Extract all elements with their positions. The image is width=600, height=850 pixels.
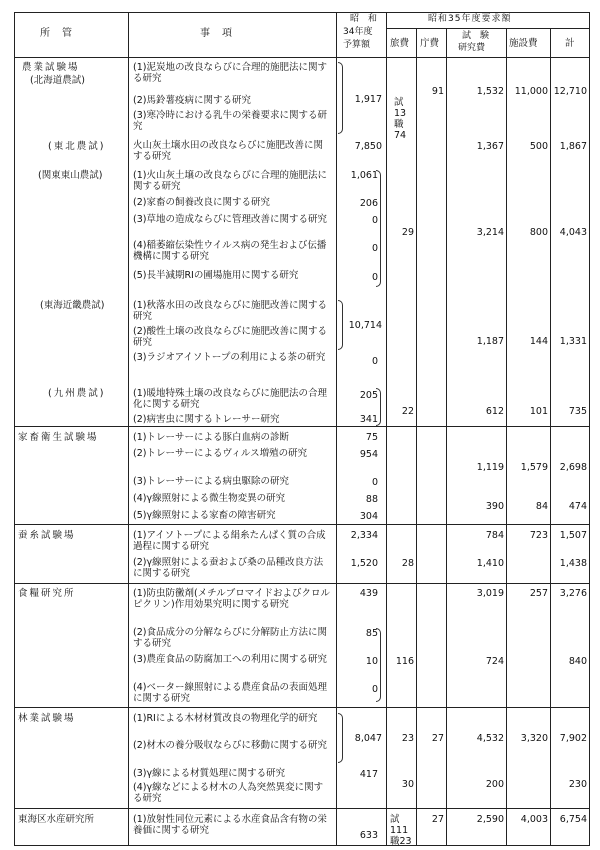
total-value: 230 [568, 779, 587, 790]
budget-value: 75 [365, 432, 378, 443]
budget-value: 7,850 [354, 141, 382, 152]
item-text: 火山灰土壌水田の改良ならびに施肥改善に関する研究 [133, 140, 324, 162]
travel-value: 試13 職74 [394, 97, 407, 141]
header-req35: 昭和35年度要求額 [428, 14, 512, 24]
travel-value: 23 [401, 733, 414, 744]
item-text: (2)食品成分の分解ならびに分解防止方法に関する研究 [133, 627, 327, 649]
header-research-1: 試 験 [462, 31, 490, 41]
item-text: (4)ベーター線照射による農産食品の表面処理に関する研究 [133, 682, 327, 704]
row-divider [14, 583, 590, 584]
facility-value: 101 [529, 406, 548, 417]
budget-value: 0 [371, 215, 378, 226]
budget-value: 341 [359, 414, 378, 425]
budget-value: 2,334 [350, 530, 378, 541]
item-text: (1)泥炭地の改良ならびに合理的施肥法に関する研究 [133, 62, 327, 84]
item-text: (1)RIによる木材材質改良の物理化学的研究 [133, 713, 318, 724]
item-text: (5)長半減期RIの圃場施用に関する研究 [133, 270, 299, 281]
header-budget34-3: 予算額 [343, 40, 371, 50]
facility-value: 1,579 [520, 462, 548, 473]
column-divider [336, 12, 337, 846]
budget-value: 1,917 [354, 94, 382, 105]
budget-value: 0 [371, 477, 378, 488]
institution-name: 家畜衛生試験場 [18, 432, 99, 443]
item-text: (1)防虫防黴剤(メチルブロマイドおよびクロルピクリン)作用効果究明に関する研究 [133, 588, 330, 610]
institution-name: (東北農試) [48, 141, 106, 152]
header-research-2: 研究費 [458, 43, 486, 53]
item-text: (4)稲萎縮伝染性ウイルス病の発生および伝播機構に関する研究 [133, 240, 327, 262]
research-value: 3,019 [476, 588, 504, 599]
item-text: (2)酸性土壌の改良ならびに施肥改善に関する研究 [133, 326, 327, 348]
total-value: 840 [568, 656, 587, 667]
budget-value: 417 [359, 769, 378, 780]
institution-name: (関東東山農試) [38, 170, 103, 181]
total-value: 1,507 [559, 530, 587, 541]
institution-name: (東海近畿農試) [40, 300, 105, 311]
total-value: 7,902 [559, 733, 587, 744]
research-value: 724 [485, 656, 504, 667]
institution-name: 食糧研究所 [18, 588, 76, 599]
table-border [589, 12, 590, 846]
item-text: (5)γ線照射による家畜の障害研究 [133, 510, 276, 521]
travel-value: 試111 職23 [390, 814, 412, 847]
institution-name: 農業試験場 [22, 62, 80, 73]
budget-value: 304 [359, 511, 378, 522]
budget-value: 439 [359, 588, 378, 599]
travel-value: 30 [401, 779, 414, 790]
item-text: (2)家畜の飼養改良に関する研究 [133, 197, 270, 208]
item-text: (1)放射性同位元素による水産食品含有物の栄養価に関する研究 [133, 814, 327, 836]
table-border [14, 12, 590, 13]
budget-value: 0 [371, 356, 378, 367]
total-value: 1,331 [559, 336, 587, 347]
item-text: (3)ラジオアイソトープの利用による茶の研究 [133, 352, 326, 363]
budget-value: 0 [371, 684, 378, 695]
budget-value: 954 [359, 449, 378, 460]
budget-value: 88 [365, 494, 378, 505]
research-value: 1,367 [476, 141, 504, 152]
research-value: 200 [485, 779, 504, 790]
total-value: 1,438 [559, 558, 587, 569]
item-text: (2)材木の養分吸収ならびに移動に関する研究 [133, 740, 327, 751]
item-text: (2)病害虫に関するトレーサー研究 [133, 414, 280, 425]
header-travel: 旅費 [390, 38, 410, 49]
header-office-exp: 庁費 [420, 38, 440, 49]
facility-value: 257 [529, 588, 548, 599]
header-total: 計 [565, 38, 575, 49]
item-text: (3)草地の造成ならびに管理改善に関する研究 [133, 214, 327, 225]
budget-value: 1,061 [350, 170, 378, 181]
item-text: (4)γ線照射による微生物変異の研究 [133, 493, 286, 504]
total-value: 6,754 [559, 814, 587, 825]
header-item: 事 項 [200, 28, 233, 39]
facility-value: 11,000 [514, 86, 548, 97]
facility-value: 3,320 [520, 733, 548, 744]
budget-value: 10,714 [348, 320, 382, 331]
research-value: 390 [485, 501, 504, 512]
budget-value: 10 [365, 656, 378, 667]
item-text: (3)トレーサーによる病虫駆除の研究 [133, 476, 289, 487]
travel-value: 28 [401, 558, 414, 569]
budget-value: 206 [359, 198, 378, 209]
facility-value: 144 [529, 336, 548, 347]
item-text: (1)火山灰土壌の改良ならびに合理的施肥法に関する研究 [133, 170, 327, 192]
item-text: (1)トレーサーによる豚白血病の診断 [133, 432, 289, 443]
column-divider [416, 28, 417, 846]
header-divider [14, 57, 590, 58]
facility-value: 800 [529, 227, 548, 238]
total-value: 3,276 [559, 588, 587, 599]
item-text: (2)γ線照射による蚕および桑の品種改良方法に関する研究 [133, 557, 324, 579]
research-value: 1,532 [476, 86, 504, 97]
total-value: 735 [568, 406, 587, 417]
budget-value: 8,047 [354, 733, 382, 744]
table-border [14, 12, 15, 846]
header-budget34-1: 昭 和 [350, 14, 378, 24]
item-text: (4)γ線などによる材木の人為突然異変に関する研究 [133, 782, 324, 804]
travel-value: 22 [401, 406, 414, 417]
institution-name: (九州農試) [48, 388, 106, 399]
total-value: 1,867 [559, 141, 587, 152]
research-value: 612 [485, 406, 504, 417]
facility-value: 84 [535, 501, 548, 512]
item-text: (3)γ線による材質処理に関する研究 [133, 768, 286, 779]
facility-value: 500 [529, 141, 548, 152]
row-divider [14, 808, 590, 809]
institution-sub: (北海道農試) [30, 75, 85, 86]
table-border [14, 845, 590, 846]
office-value: 27 [431, 733, 444, 744]
institution-name: 東海区水産研究所 [18, 814, 95, 825]
header-budget34-2: 34年度 [343, 27, 373, 37]
research-value: 1,187 [476, 336, 504, 347]
research-value: 784 [485, 530, 504, 541]
research-value: 2,590 [476, 814, 504, 825]
budget-value: 0 [371, 243, 378, 254]
budget-value: 205 [359, 390, 378, 401]
header-facility: 施設費 [509, 38, 538, 49]
office-value: 27 [431, 814, 444, 825]
column-divider [128, 12, 129, 846]
total-value: 12,710 [553, 86, 587, 97]
item-text: (1)アイソトープによる絹糸たんぱく質の合成過程に関する研究 [133, 530, 326, 552]
header-office: 所 管 [40, 28, 73, 39]
item-text: (2)トレーサーによるヴィルス増殖の研究 [133, 448, 308, 459]
budget-value: 633 [359, 830, 378, 841]
travel-value: 116 [395, 656, 414, 667]
item-text: (1)暖地特殊土壌の改良ならびに施肥法の合理化に関する研究 [133, 388, 327, 410]
item-text: (1)秋落水田の改良ならびに施肥改善に関する研究 [133, 300, 327, 322]
research-value: 3,214 [476, 227, 504, 238]
item-text: (2)馬鈴薯疫病に関する研究 [133, 95, 251, 106]
budget-value: 85 [365, 628, 378, 639]
row-divider [14, 524, 590, 525]
facility-value: 723 [529, 530, 548, 541]
facility-value: 4,003 [520, 814, 548, 825]
institution-name: 蚕糸試験場 [18, 530, 76, 541]
office-value: 91 [431, 86, 444, 97]
column-divider [386, 12, 387, 846]
total-value: 2,698 [559, 462, 587, 473]
total-value: 4,043 [559, 227, 587, 238]
research-value: 1,119 [476, 462, 504, 473]
institution-name: 林業試験場 [18, 713, 76, 724]
total-value: 474 [568, 501, 587, 512]
budget-value: 1,520 [350, 558, 378, 569]
budget-value: 0 [371, 272, 378, 283]
item-text: (3)農産食品の防腐加工への利用に関する研究 [133, 654, 327, 665]
research-value: 4,532 [476, 733, 504, 744]
item-text: (3)寒冷時における乳牛の栄養要求に関する研究 [133, 110, 327, 132]
row-divider [14, 426, 590, 427]
travel-value: 29 [401, 227, 414, 238]
row-divider [14, 707, 590, 708]
research-value: 1,410 [476, 558, 504, 569]
